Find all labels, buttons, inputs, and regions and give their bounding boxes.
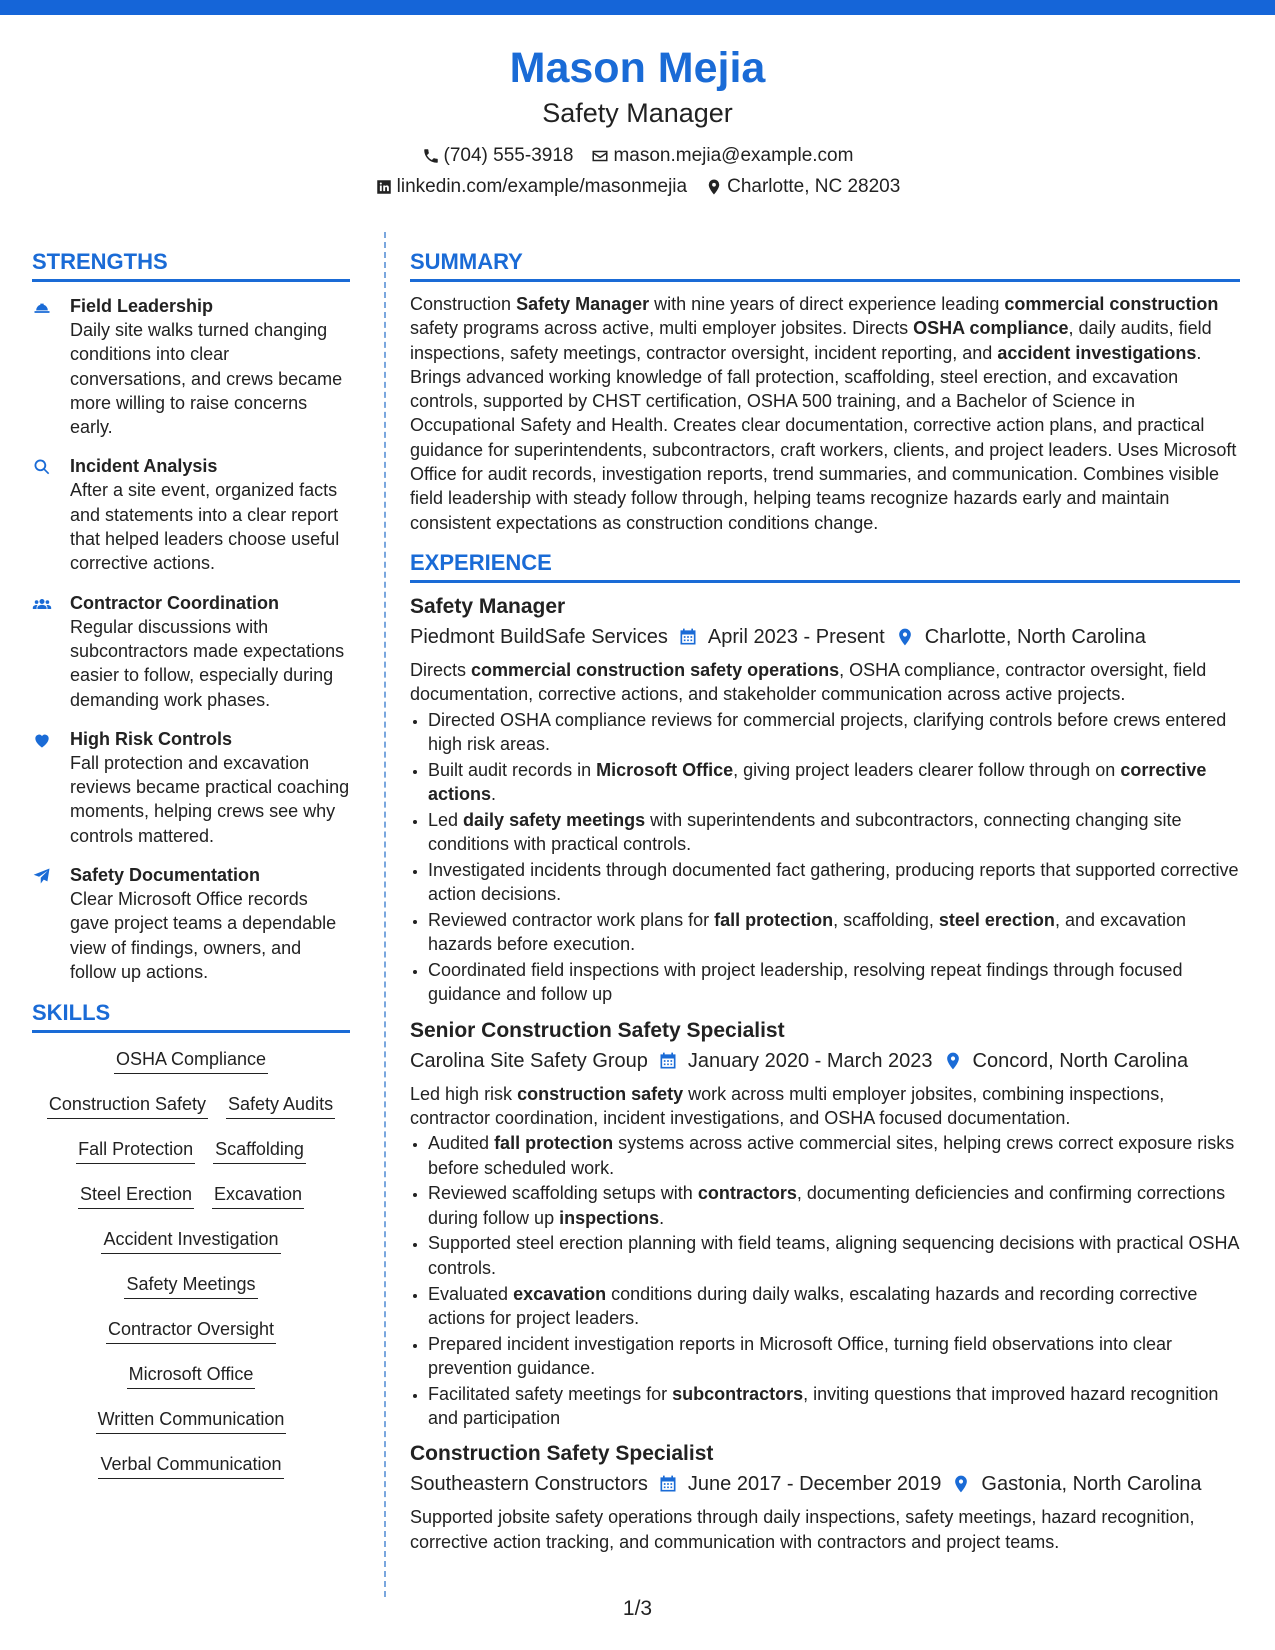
skill-tag: Steel Erection <box>78 1182 194 1209</box>
job-location <box>951 1471 1201 1497</box>
bullet-item <box>428 1332 1240 1381</box>
strength-icon-wrap <box>32 591 70 712</box>
skill-row <box>32 1362 350 1407</box>
text-segment: Prepared incident investigation reports in Microsoft Office, turning field observations into clear prevention guidance. <box>428 1333 1173 1378</box>
skills-heading: SKILLS <box>32 999 350 1033</box>
text-segment: Construction <box>410 294 517 314</box>
bold-text: commercial construction safety operations <box>471 659 840 680</box>
job-description <box>410 1505 1240 1554</box>
linkedin-text: linkedin.com/example/masonmejia <box>396 176 688 197</box>
text-segment: Reviewed scaffolding setups with <box>428 1183 698 1204</box>
text-segment: Investigated incidents through documented fact gathering, producing reports that supported corrective action decisions. <box>428 859 1239 905</box>
map-pin-icon <box>943 1051 963 1071</box>
resume-header <box>0 40 1275 199</box>
skill-tag: Verbal Communication <box>98 1452 283 1479</box>
bold-text: fall protection <box>494 1133 614 1154</box>
candidate-title: Safety Manager <box>542 98 733 128</box>
bullet-item <box>428 808 1240 857</box>
strength-description: Fall protection and excavation reviews became practical coaching moments, helping crews see why controls mattered. <box>70 752 350 846</box>
location-contact <box>705 175 900 199</box>
text-segment: Directs <box>410 659 472 680</box>
job-entry <box>410 1440 1240 1554</box>
text-segment: Supported steel erection planning with field teams, aligning sequencing decisions with practical OSHA controls. <box>428 1233 1239 1278</box>
strength-text <box>70 863 350 984</box>
job-entry <box>410 1017 1240 1431</box>
text-segment: . <box>491 783 497 804</box>
bullet-item <box>428 958 1240 1007</box>
text-segment: , giving project leaders clearer follow through on <box>733 759 1121 780</box>
text-segment: Facilitated safety meetings for <box>428 1383 673 1404</box>
skill-row <box>32 1227 350 1272</box>
skill-tag: Excavation <box>212 1182 304 1209</box>
job-bullets <box>410 1131 1240 1430</box>
text-segment: , and excavation hazards before execution. <box>428 909 1187 955</box>
job-title: Safety Manager <box>410 594 566 618</box>
text-segment: Coordinated field inspections with project leadership, resolving repeat findings through focused guidance and follow up <box>428 960 1183 1005</box>
users-icon <box>32 594 52 614</box>
text-segment: Directed OSHA compliance reviews for commercial projects, clarifying controls before crews entered high risk areas. <box>428 709 1227 754</box>
text-segment: , OSHA compliance, contractor oversight, field documentation, corrective actions, and stakeholder communication across active projects. <box>410 659 1207 705</box>
strength-item <box>32 591 350 712</box>
strength-title: Field Leadership <box>70 296 214 316</box>
map-pin-icon <box>895 627 915 647</box>
text-segment: conditions during daily walks, escalating hazards and recording corrective actions for project leaders. <box>428 1283 1198 1328</box>
skill-tag: Construction Safety <box>47 1092 208 1119</box>
strength-title: Incident Analysis <box>70 456 218 477</box>
top-accent-bar <box>0 0 1275 15</box>
linkedin-icon <box>375 178 393 196</box>
text-segment: Reviewed contractor work plans for <box>428 909 715 930</box>
column-divider <box>384 232 386 1597</box>
job-location-text: Concord, North Carolina <box>972 1049 1189 1072</box>
text-segment: , daily audits, field inspections, safety meetings, contractor oversight, incident reporting, and <box>410 318 1212 363</box>
strength-description: Clear Microsoft Office records gave project teams a dependable view of findings, owners, and follow up actions. <box>70 889 337 982</box>
job-dates-text: June 2017 - December 2019 <box>687 1473 942 1496</box>
jobs-list <box>410 593 1240 1554</box>
bold-text: excavation <box>513 1283 607 1304</box>
strength-item <box>32 863 350 984</box>
bold-text: construction safety <box>517 1083 684 1104</box>
bullet-item <box>428 758 1240 807</box>
text-segment: , scaffolding, <box>833 909 939 930</box>
summary-text <box>410 292 1240 535</box>
skill-tag: Safety Meetings <box>124 1272 257 1299</box>
skill-row <box>32 1272 350 1317</box>
strength-title: Safety Documentation <box>70 865 261 886</box>
strength-description: After a site event, organized facts and statements into a clear report that helped leaders choose useful corrective actions. <box>70 480 340 574</box>
bold-text: steel erection <box>938 909 1055 930</box>
job-title: Construction Safety Specialist <box>410 1442 714 1466</box>
strength-description: Regular discussions with subcontractors made expectations easier to follow, especially during demanding work phases. <box>70 616 345 710</box>
text-segment: systems across active commercial sites, helping crews correct exposure risks before scheduled work. <box>428 1133 1235 1178</box>
job-company: Southeastern Constructors <box>410 1473 648 1496</box>
skill-tag: Contractor Oversight <box>106 1317 276 1344</box>
strength-icon-wrap <box>32 294 70 439</box>
hard-hat-icon <box>32 297 52 317</box>
text-segment: , documenting deficiencies and confirming corrections during follow up <box>428 1183 1226 1228</box>
skill-tag: Safety Audits <box>226 1092 335 1119</box>
calendar-icon <box>678 627 698 647</box>
strength-title: High Risk Controls <box>70 728 233 749</box>
page-number: 1/3 <box>622 1597 653 1620</box>
text-segment: Led high risk <box>410 1083 518 1104</box>
bold-text: contractors <box>697 1183 797 1204</box>
strength-item <box>32 727 350 848</box>
text-segment: . <box>659 1207 665 1228</box>
job-meta <box>410 624 1240 650</box>
text-segment: with superintendents and subcontractors, connecting changing site conditions with practical controls. <box>428 809 1182 855</box>
strength-item <box>32 294 350 439</box>
strength-icon-wrap <box>32 863 70 984</box>
candidate-name: Mason Mejia <box>509 44 766 92</box>
heart-icon <box>32 730 52 750</box>
bullet-item <box>428 858 1240 907</box>
bold-text: inspections <box>559 1207 660 1228</box>
skill-row <box>32 1407 350 1452</box>
skill-tag: Accident Investigation <box>101 1227 280 1254</box>
contact-row-1 <box>0 144 1275 168</box>
phone-text: (704) 555-3918 <box>443 145 574 166</box>
bold-text: subcontractors <box>672 1383 804 1404</box>
job-location-text: Charlotte, North Carolina <box>924 625 1146 648</box>
strengths-heading: STRENGTHS <box>32 248 350 282</box>
search-icon <box>32 457 52 477</box>
bullet-item <box>428 1382 1240 1431</box>
email-text: mason.mejia@example.com <box>613 145 854 166</box>
text-segment: Evaluated <box>428 1283 514 1304</box>
skill-row <box>32 1047 350 1092</box>
bullet-item <box>428 708 1240 757</box>
skill-tag: Scaffolding <box>213 1137 306 1164</box>
calendar-icon <box>658 1474 678 1494</box>
job-company: Carolina Site Safety Group <box>410 1049 648 1072</box>
strength-text <box>70 591 350 712</box>
text-segment: work across multi employer jobsites, combining inspections, contractor coordination, incident investigations, and OSHA focused documentation. <box>410 1083 1165 1128</box>
job-dates <box>658 1471 942 1497</box>
contact-row-2 <box>0 175 1275 199</box>
linkedin-contact[interactable] <box>375 175 687 199</box>
map-pin-icon <box>951 1474 971 1494</box>
bold-text: daily safety meetings <box>463 809 646 830</box>
text-segment: Led <box>428 809 464 830</box>
bullet-item <box>428 908 1240 957</box>
strength-icon-wrap <box>32 454 70 575</box>
strength-title: Contractor Coordination <box>70 592 279 613</box>
skill-row <box>32 1452 350 1497</box>
job-bullets <box>410 708 1240 1007</box>
calendar-icon <box>658 1051 678 1071</box>
bold-text: accident investigations <box>997 342 1197 363</box>
bullet-item <box>428 1231 1240 1280</box>
phone-contact[interactable] <box>422 144 574 168</box>
bullet-item <box>428 1181 1240 1230</box>
strength-description: Daily site walks turned changing conditions into clear conversations, and crews became more willing to raise concerns early. <box>70 320 343 438</box>
skill-tag: Microsoft Office <box>127 1362 256 1389</box>
skill-row <box>32 1092 350 1137</box>
strength-item <box>32 454 350 575</box>
map-pin-icon <box>705 178 723 196</box>
job-company: Piedmont BuildSafe Services <box>410 625 668 648</box>
bold-text: Microsoft Office <box>596 759 734 780</box>
job-location-text: Gastonia, North Carolina <box>981 1473 1202 1496</box>
left-column <box>32 248 350 1497</box>
job-description <box>410 658 1240 707</box>
job-location <box>943 1048 1189 1074</box>
bullet-item <box>428 1131 1240 1180</box>
skill-row <box>32 1182 350 1227</box>
paper-plane-icon <box>32 866 52 886</box>
bold-text: fall protection <box>714 909 834 930</box>
text-segment: Built audit records in <box>428 759 597 780</box>
job-description <box>410 1082 1240 1131</box>
job-dates <box>678 624 885 650</box>
bullet-item <box>428 1282 1240 1331</box>
job-dates-text: April 2023 - Present <box>707 625 885 648</box>
skill-row <box>32 1317 350 1362</box>
experience-section <box>410 549 1240 1554</box>
phone-icon <box>422 147 440 165</box>
strength-text <box>70 454 350 575</box>
text-segment: with nine years of direct experience leading <box>649 294 1005 314</box>
skill-tag: Fall Protection <box>76 1137 195 1164</box>
skill-tag: OSHA Compliance <box>114 1047 268 1074</box>
right-column <box>410 248 1240 1554</box>
text-segment: safety programs across active, multi employer jobsites. Directs <box>410 318 914 339</box>
text-segment: Supported jobsite safety operations through daily inspections, safety meetings, hazard recognition, corrective action tracking, and communication with contractors and project teams. <box>410 1507 1195 1552</box>
job-meta <box>410 1048 1240 1074</box>
job-dates-text: January 2020 - March 2023 <box>687 1049 933 1072</box>
strength-text <box>70 294 350 439</box>
job-meta <box>410 1471 1240 1497</box>
job-location <box>895 624 1146 650</box>
text-segment: . Brings advanced working knowledge of fall protection, scaffolding, steel erection, and excavation controls, supported by CHST certification, OSHA 500 training, and a Bachelor of Science in Occupational Safety and Health. Creates clear documentation, corrective action plans, and practical guidance for superintendents, subcontractors, craft workers, clients, and project leaders. Uses Microsoft Office for audit records, investigation reports, trend summaries, and communication. Combines visible field leadership with steady follow through, helping teams recognize hazards early and maintain consistent expectations as construction conditions change. <box>410 342 1237 533</box>
text-segment: , inviting questions that improved hazard recognition and participation <box>428 1383 1219 1428</box>
job-title: Senior Construction Safety Specialist <box>410 1018 785 1042</box>
bold-text: commercial construction <box>1004 294 1219 314</box>
skills-section <box>32 999 350 1497</box>
bold-text: corrective actions <box>428 759 1207 804</box>
text-segment: Audited <box>428 1133 495 1154</box>
envelope-icon <box>591 147 609 165</box>
strength-icon-wrap <box>32 727 70 848</box>
bold-text: Safety Manager <box>516 294 650 314</box>
skill-tag: Written Communication <box>96 1407 287 1434</box>
bold-text: OSHA compliance <box>913 318 1069 339</box>
location-text: Charlotte, NC 28203 <box>727 176 901 197</box>
job-dates <box>658 1048 933 1074</box>
skill-row <box>32 1137 350 1182</box>
summary-heading: SUMMARY <box>410 248 1240 282</box>
strengths-list <box>32 294 350 984</box>
email-contact[interactable] <box>591 144 853 168</box>
experience-heading: EXPERIENCE <box>410 549 1240 583</box>
skills-list <box>32 1047 350 1497</box>
job-entry <box>410 593 1240 1007</box>
strength-text <box>70 727 350 848</box>
